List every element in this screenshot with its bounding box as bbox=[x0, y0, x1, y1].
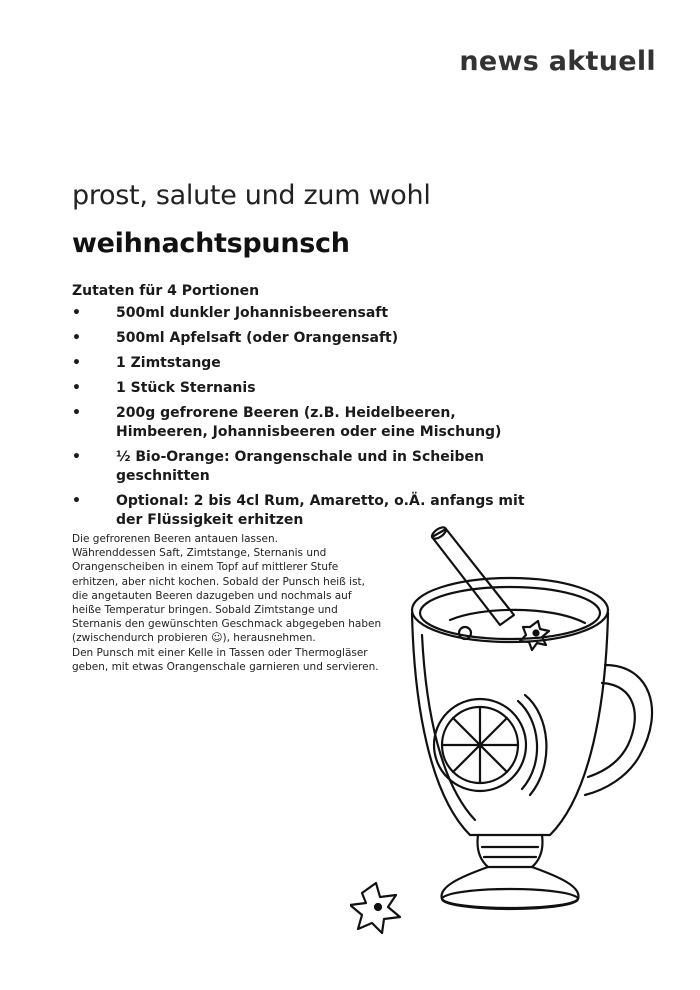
instruction-paragraph: Den Punsch mit einer Kelle in Tassen oder Thermogläser geben, mit etwas Orangenschale garnieren und servieren. bbox=[72, 646, 379, 673]
list-item bbox=[72, 379, 542, 398]
list-item bbox=[72, 354, 542, 373]
bullet-icon: • bbox=[72, 380, 81, 396]
bullet-icon: • bbox=[72, 355, 81, 371]
bullet-icon: • bbox=[72, 330, 81, 346]
instruction-paragraph: Die gefrorenen Beeren antauen lassen. bbox=[72, 533, 278, 545]
instruction-paragraph: Währenddessen Saft, Zimtstange, Sternanis und Orangenscheiben in einem Topf auf mittlerer Stufe erhitzen, aber nicht kochen. Sobald der Punsch heiß ist, die angetauten Beeren dazugeben und nochmals auf heiße Temperatur bringen. Sobald Zimtstange und Sternanis den gewünschten Geschmack abgegeben haben (zwischendurch probieren ☺), herausnehmen. bbox=[72, 547, 382, 645]
ingredients-heading: Zutaten für 4 Portionen bbox=[72, 283, 260, 299]
list-item bbox=[72, 304, 542, 323]
brand-logo: news aktuell bbox=[459, 46, 656, 77]
ingredients-list bbox=[72, 304, 542, 536]
punch-glass-illustration bbox=[350, 515, 680, 935]
bullet-icon: • bbox=[72, 449, 81, 465]
ingredient-text: 1 Stück Sternanis bbox=[116, 380, 256, 396]
smiley-icon: ☺ bbox=[211, 631, 223, 645]
instructions-text bbox=[72, 532, 382, 674]
bullet-icon: • bbox=[72, 305, 81, 321]
ingredient-text: 500ml dunkler Johannisbeerensaft bbox=[116, 305, 389, 321]
ingredient-text: 500ml Apfelsaft (oder Orangensaft) bbox=[116, 330, 399, 346]
ingredient-text: 1 Zimtstange bbox=[116, 355, 221, 371]
list-item bbox=[72, 329, 542, 348]
bullet-icon: • bbox=[72, 405, 81, 421]
list-item bbox=[72, 448, 542, 486]
ingredient-text: ½ Bio-Orange: Orangenschale und in Scheiben geschnitten bbox=[116, 449, 484, 484]
ingredient-text: Optional: 2 bis 4cl Rum, Amaretto, o.Ä. anfangs mit der Flüssigkeit erhitzen bbox=[116, 493, 525, 528]
ingredient-text: 200g gefrorene Beeren (z.B. Heidelbeeren, Himbeeren, Johannisbeeren oder eine Mischung) bbox=[116, 405, 502, 440]
bullet-icon: • bbox=[72, 493, 81, 509]
list-item bbox=[72, 404, 542, 442]
recipe-subtitle: prost, salute und zum wohl bbox=[72, 180, 431, 211]
recipe-title: weihnachtspunsch bbox=[72, 228, 350, 259]
